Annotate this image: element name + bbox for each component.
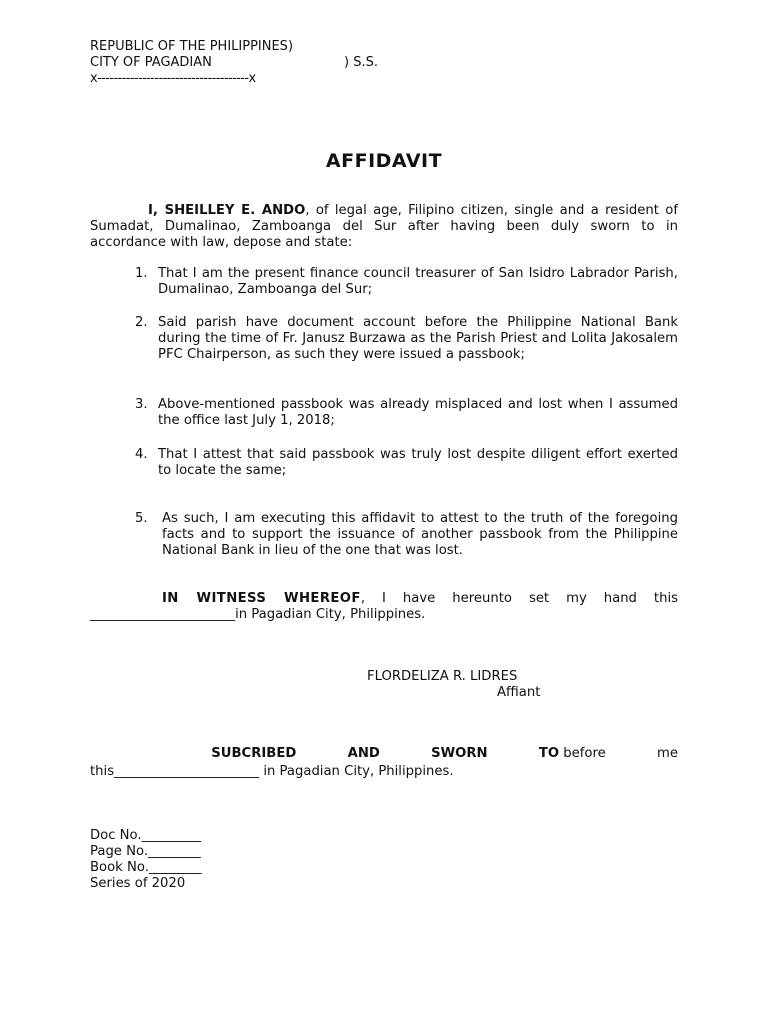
witness-paragraph — [90, 591, 678, 623]
affiant-label: Affiant — [497, 685, 541, 700]
witness-text: , I have hereunto set my hand this — [360, 591, 678, 606]
page-no-line — [90, 844, 201, 859]
subscribed-date-line — [90, 764, 454, 779]
page-no-blank: ________ — [148, 844, 201, 859]
affiant-name-intro: I, SHEILLEY E. ANDO — [148, 203, 306, 218]
book-no-line — [90, 860, 202, 875]
book-no-blank: ________ — [148, 860, 202, 875]
list-item-number: 2. — [135, 315, 148, 330]
page-no-label: Page No. — [90, 844, 149, 859]
intro-paragraph — [90, 203, 678, 250]
list-item-number: 3. — [135, 397, 148, 412]
affiant-name: FLORDELIZA R. LIDRES — [367, 669, 518, 684]
book-no-label: Book No. — [90, 860, 149, 875]
me-word: me — [657, 746, 678, 761]
series-line: Series of 2020 — [90, 876, 186, 891]
list-item-text: That I attest that said passbook was truly lost despite diligent effort exerted to locate the same; — [158, 447, 678, 478]
header-republic: REPUBLIC OF THE PHILIPPINES) — [90, 39, 294, 54]
witness-place: in Pagadian City, Philippines. — [235, 606, 426, 622]
list-item-number: 4. — [135, 447, 148, 462]
sworn-word: SWORN — [431, 746, 488, 761]
list-item-text: As such, I am executing this affidavit to attest to the truth of the foregoing facts and to support the issuance of another passbook from the Philippine National Bank in lieu of the one that was lost. — [162, 511, 678, 558]
subscribed-line — [90, 746, 678, 761]
doc-no-label: Doc No. — [90, 828, 142, 843]
this-word: this — [90, 764, 115, 779]
and-word: AND — [347, 746, 380, 761]
witness-date-blank: ______________________ — [90, 606, 236, 622]
list-item-text: Above-mentioned passbook was already misplaced and lost when I assumed the office last July 1, 2018; — [158, 397, 678, 428]
list-item-text: That I am the present finance council treasurer of San Isidro Labrador Parish, Dumalinao, Zamboanga del Sur; — [158, 266, 678, 297]
before-word: before — [563, 746, 606, 761]
to-word: TO — [538, 746, 560, 761]
subscribed-place: in Pagadian City, Philippines. — [259, 764, 454, 779]
list-item-text: Said parish have document account before the Philippine National Bank during the time of Fr. Janusz Burzawa as the Parish Priest and Lolita Jakosalem PFC Chairperson, as such they were issued a passbook; — [158, 315, 678, 362]
list-item-number: 1. — [135, 266, 148, 281]
subscribed-word: SUBCRIBED — [211, 746, 297, 761]
subscribed-date-blank: ______________________ — [114, 764, 260, 779]
document-title: AFFIDAVIT — [325, 150, 443, 172]
doc-no-blank: _________ — [141, 828, 201, 843]
header-ss: ) S.S. — [344, 55, 378, 70]
header-divider: x-------------------------------------x — [90, 71, 256, 86]
header-city: CITY OF PAGADIAN — [90, 55, 212, 70]
list-item-number: 5. — [135, 511, 148, 526]
doc-no-line — [90, 828, 201, 843]
witness-heading: IN WITNESS WHEREOF — [162, 591, 361, 606]
intro-text: , of legal age, Filipino citizen, single and a resident of Sumadat, Dumalinao, Zamboanga del Sur after having been duly sworn to in accordance with law, depose and state: — [90, 203, 678, 250]
